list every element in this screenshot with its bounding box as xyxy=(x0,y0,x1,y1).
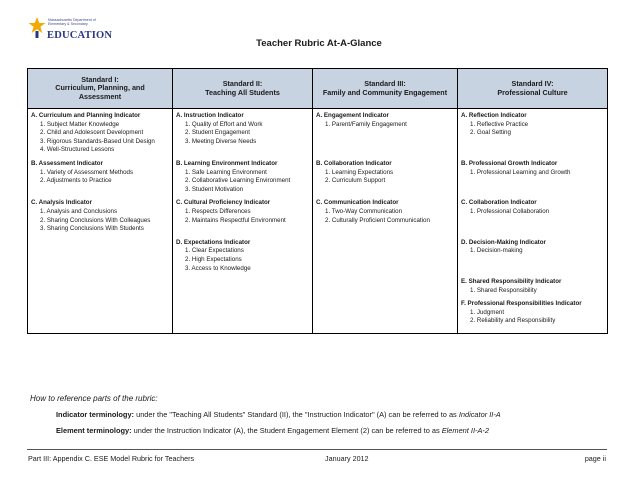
star-icon xyxy=(28,16,46,38)
element-item: 1. Parent/Family Engagement xyxy=(325,120,407,128)
table-row xyxy=(28,277,608,299)
element-item: 1. Subject Matter Knowledge xyxy=(40,120,120,128)
element-item: 2. High Expectations xyxy=(185,255,242,263)
element-item: 1. Judgment xyxy=(470,308,505,316)
rubric-cell xyxy=(28,277,173,299)
logo-education-text: EDUCATION xyxy=(47,30,113,41)
rubric-cell xyxy=(458,277,608,299)
footer-page-number: page ii xyxy=(584,454,606,463)
element-item: 3. Student Motivation xyxy=(185,185,244,193)
rubric-table xyxy=(27,68,608,334)
indicator-label: D. Decision-Making Indicator xyxy=(461,238,546,246)
rubric-cell xyxy=(28,109,173,159)
element-item: 1. Learning Expectations xyxy=(325,168,394,176)
indicator-label: B. Assessment Indicator xyxy=(31,159,103,167)
rubric-cell xyxy=(458,109,608,159)
indicator-label: B. Learning Environment Indicator xyxy=(176,159,278,167)
element-item: 2. Collaborative Learning Environment xyxy=(185,177,291,185)
element-terminology: Element terminology: under the Instruction Indicator (A), the Student Engagement Element (2) can be referred to as Element II-A-2 xyxy=(56,426,489,435)
rubric-cell xyxy=(313,277,458,299)
footer-document-title: Part III: Appendix C. ESE Model Rubric for Teachers xyxy=(28,454,195,463)
indicator-label: C. Cultural Proficiency Indicator xyxy=(176,199,271,207)
indicator-label: F. Professional Responsibilities Indicator xyxy=(461,300,582,308)
indicator-label: A. Curriculum and Planning Indicator xyxy=(31,112,141,119)
rubric-cell xyxy=(28,238,173,277)
rubric-cell xyxy=(458,299,608,333)
rubric-cell xyxy=(173,277,313,299)
standard-header-3: Standard III: Family and Community Engagement xyxy=(313,69,458,109)
indicator-label: A. Engagement Indicator xyxy=(316,112,389,119)
indicator-label: C. Analysis Indicator xyxy=(31,199,92,207)
rubric-cell xyxy=(28,299,173,333)
element-item: 1. Professional Learning and Growth xyxy=(470,168,571,176)
element-item: 2. Child and Adolescent Development xyxy=(40,129,144,137)
element-item: 4. Well-Structured Lessons xyxy=(40,146,115,154)
page-title: Teacher Rubric At-A-Glance xyxy=(256,38,382,49)
table-row xyxy=(28,238,608,277)
howto-heading: How to reference parts of the rubric: xyxy=(30,394,158,403)
element-item: 2. Student Engagement xyxy=(185,129,251,137)
footer-date: January 2012 xyxy=(325,454,369,463)
rubric-cell xyxy=(173,198,313,237)
rubric-cell xyxy=(313,238,458,277)
rubric-cell xyxy=(458,238,608,277)
indicator-label: B. Professional Growth Indicator xyxy=(461,159,558,167)
element-item: 1. Reflective Practice xyxy=(470,120,529,128)
standard-header-1: Standard I: Curriculum, Planning, and Assessment xyxy=(28,69,173,109)
element-item: 2. Culturally Proficient Communication xyxy=(325,216,430,224)
rubric-cell xyxy=(173,109,313,159)
element-item: 2. Adjustments to Practice xyxy=(40,177,112,185)
table-row xyxy=(28,109,608,159)
element-item: 1. Professional Collaboration xyxy=(470,207,550,215)
indicator-label: A. Instruction Indicator xyxy=(176,112,244,119)
element-item: 1. Shared Responsibility xyxy=(470,286,537,294)
rubric-cell xyxy=(458,198,608,237)
table-row xyxy=(28,159,608,198)
element-item: 2. Sharing Conclusions With Colleagues xyxy=(40,216,151,224)
rubric-cell xyxy=(458,159,608,198)
rubric-cell xyxy=(173,238,313,277)
table-row xyxy=(28,299,608,333)
rubric-cell xyxy=(313,109,458,159)
rubric-cell xyxy=(28,159,173,198)
indicator-label: B. Collaboration Indicator xyxy=(316,159,392,167)
element-item: 3. Access to Knowledge xyxy=(185,264,251,272)
table-row xyxy=(28,198,608,237)
element-item: 2. Reliability and Responsibility xyxy=(470,317,556,325)
element-item: 2. Maintains Respectful Environment xyxy=(185,216,286,224)
element-item: 1. Variety of Assessment Methods xyxy=(40,168,134,176)
element-item: 3. Sharing Conclusions With Students xyxy=(40,225,144,233)
element-item: 1. Two-Way Communication xyxy=(325,207,403,215)
element-item: 1. Decision-making xyxy=(470,247,523,255)
indicator-terminology: Indicator terminology: under the "Teaching All Students" Standard (II), the "Instruction Indicator" (A) can be referred to as Indicator II-A xyxy=(56,410,501,419)
indicator-label: A. Reflection Indicator xyxy=(461,112,527,119)
indicator-label: C. Collaboration Indicator xyxy=(461,199,537,207)
standard-header-4: Standard IV: Professional Culture xyxy=(458,69,608,109)
element-item: 1. Analysis and Conclusions xyxy=(40,207,118,215)
rubric-cell xyxy=(173,299,313,333)
rubric-cell xyxy=(28,198,173,237)
footer-divider xyxy=(27,449,607,450)
indicator-label: C. Communication Indicator xyxy=(316,199,399,207)
rubric-cell xyxy=(173,159,313,198)
element-item: 1. Respects Differences xyxy=(185,207,251,215)
element-item: 2. Curriculum Support xyxy=(325,177,386,185)
element-item: 1. Clear Expectations xyxy=(185,247,244,255)
logo-department-text: Massachusetts Department of Elementary & Secondary xyxy=(48,18,96,27)
rubric-cell xyxy=(313,159,458,198)
indicator-label: E. Shared Responsibility Indicator xyxy=(461,278,562,286)
element-item: 1. Quality of Effort and Work xyxy=(185,120,263,128)
element-item: 1. Safe Learning Environment xyxy=(185,168,267,176)
element-item: 3. Meeting Diverse Needs xyxy=(185,137,257,145)
indicator-label: D. Expectations Indicator xyxy=(176,238,251,246)
rubric-cell xyxy=(313,198,458,237)
rubric-cell xyxy=(313,299,458,333)
element-item: 2. Goal Setting xyxy=(470,129,511,137)
standard-header-2: Standard II: Teaching All Students xyxy=(173,69,313,109)
element-item: 3. Rigorous Standards-Based Unit Design xyxy=(40,137,155,145)
